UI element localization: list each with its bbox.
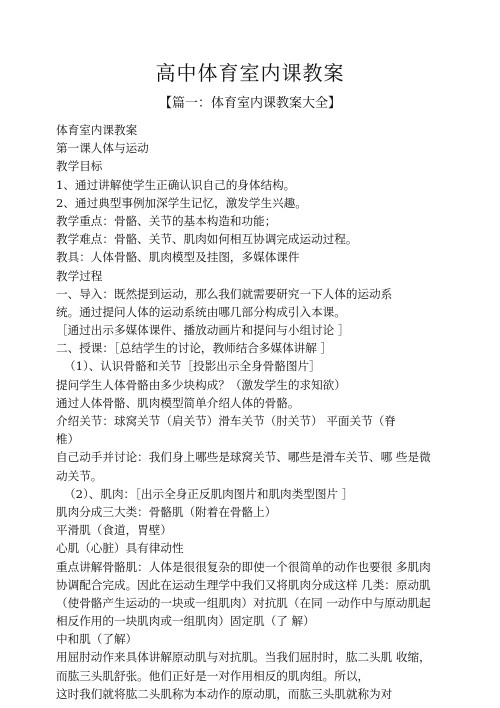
document-subtitle: 【篇一：体育室内课教案大全】 [158,96,341,111]
text-line: 第一课人体与运动 [56,141,149,156]
text-line: 椎） [56,432,80,447]
text-line: （使骨骼产生运动的一块或一组肌肉）对抗肌（在同 一动作中与原动肌起 [56,595,431,610]
text-line: 用屈肘动作来具体讲解原动肌与对抗肌。当我们屈肘时，肱二头肌 收缩， [56,650,431,665]
text-line: 肌肉分成三大类：骨骼肌（附着在骨骼上） [56,504,277,519]
text-line: 教具：人体骨骼、肌肉模型及挂图，多媒体课件 [56,250,300,265]
text-line: （2）、肌肉：［出示全身正反肌肉图片和肌肉类型图片 ］ [64,486,354,501]
text-line: 体育室内课教案 [56,123,138,137]
text-line: 教学难点：骨骼、关节、肌肉如何相互协调完成运动过程。 [56,232,358,247]
text-line: 教学目标 [56,159,103,174]
text-line: 动关节。 [56,468,103,483]
text-line: 这时我们就将肱二头肌称为本动作的原动肌，而肱三头肌就称为对 [56,686,393,701]
text-line: 一、导入：既然提到运动，那么我们就需要研究一下人体的运动系 [56,286,393,301]
text-line: 二、授课：［总结学生的讨论，教师结合多媒体讲解 ］ [56,341,333,356]
text-line: （1）、认识骨骼和关节［投影出示全身骨骼图片］ [64,359,321,374]
text-line: 自己动手并讨论：我们身上哪些是球窝关节、哪些是滑车关节、哪 些是微 [56,450,431,465]
document-body [56,121,456,703]
text-line: 教学重点：骨骼、关节的基本构造和功能； [56,213,277,228]
document-title: 高中体育室内课教案 [155,61,345,85]
text-line: ［通过出示多媒体课件、播放动画片和提问与小组讨论 ］ [56,323,350,338]
text-line: 协调配合完成。因此在运动生理学中我们又将肌肉分成这样 几类：原动肌 [56,577,431,592]
text-line: 教学过程 [56,268,103,283]
text-line: 相反作用的一块肌肉或一组肌肉）固定肌（了 解） [56,614,315,629]
text-line: 1、通过讲解使学生正确认识自己的身体结构。 [56,177,296,192]
text-line: 统。通过提问人体的运动系统由哪几部分构成引入本课。 [56,304,346,319]
text-line: 2、通过典型事例加深学生记忆，激发学生兴趣。 [56,195,307,210]
text-line: 重点讲解骨骼肌：人体是很很复杂的即使一个很简单的动作也要很 多肌肉 [56,559,431,574]
text-line: 提问学生人体骨骼由多少块构成？（激发学生的求知欲） [56,377,346,392]
text-line: 心肌（心脏）具有律动性 [56,541,184,556]
text-line: 平滑肌（食道，胃壁） [56,523,172,538]
text-line: 中和肌（了解） [56,632,138,647]
text-line: 通过人体骨骼、肌肉模型简单介绍人体的骨骼。 [56,395,300,410]
text-line: 介绍关节：球窝关节（肩关节）滑车关节（肘关节） 平面关节（脊 [56,414,396,428]
text-line: 而肱三头肌舒张。他们正好是一对作用相反的肌肉组。所以， [56,668,370,683]
